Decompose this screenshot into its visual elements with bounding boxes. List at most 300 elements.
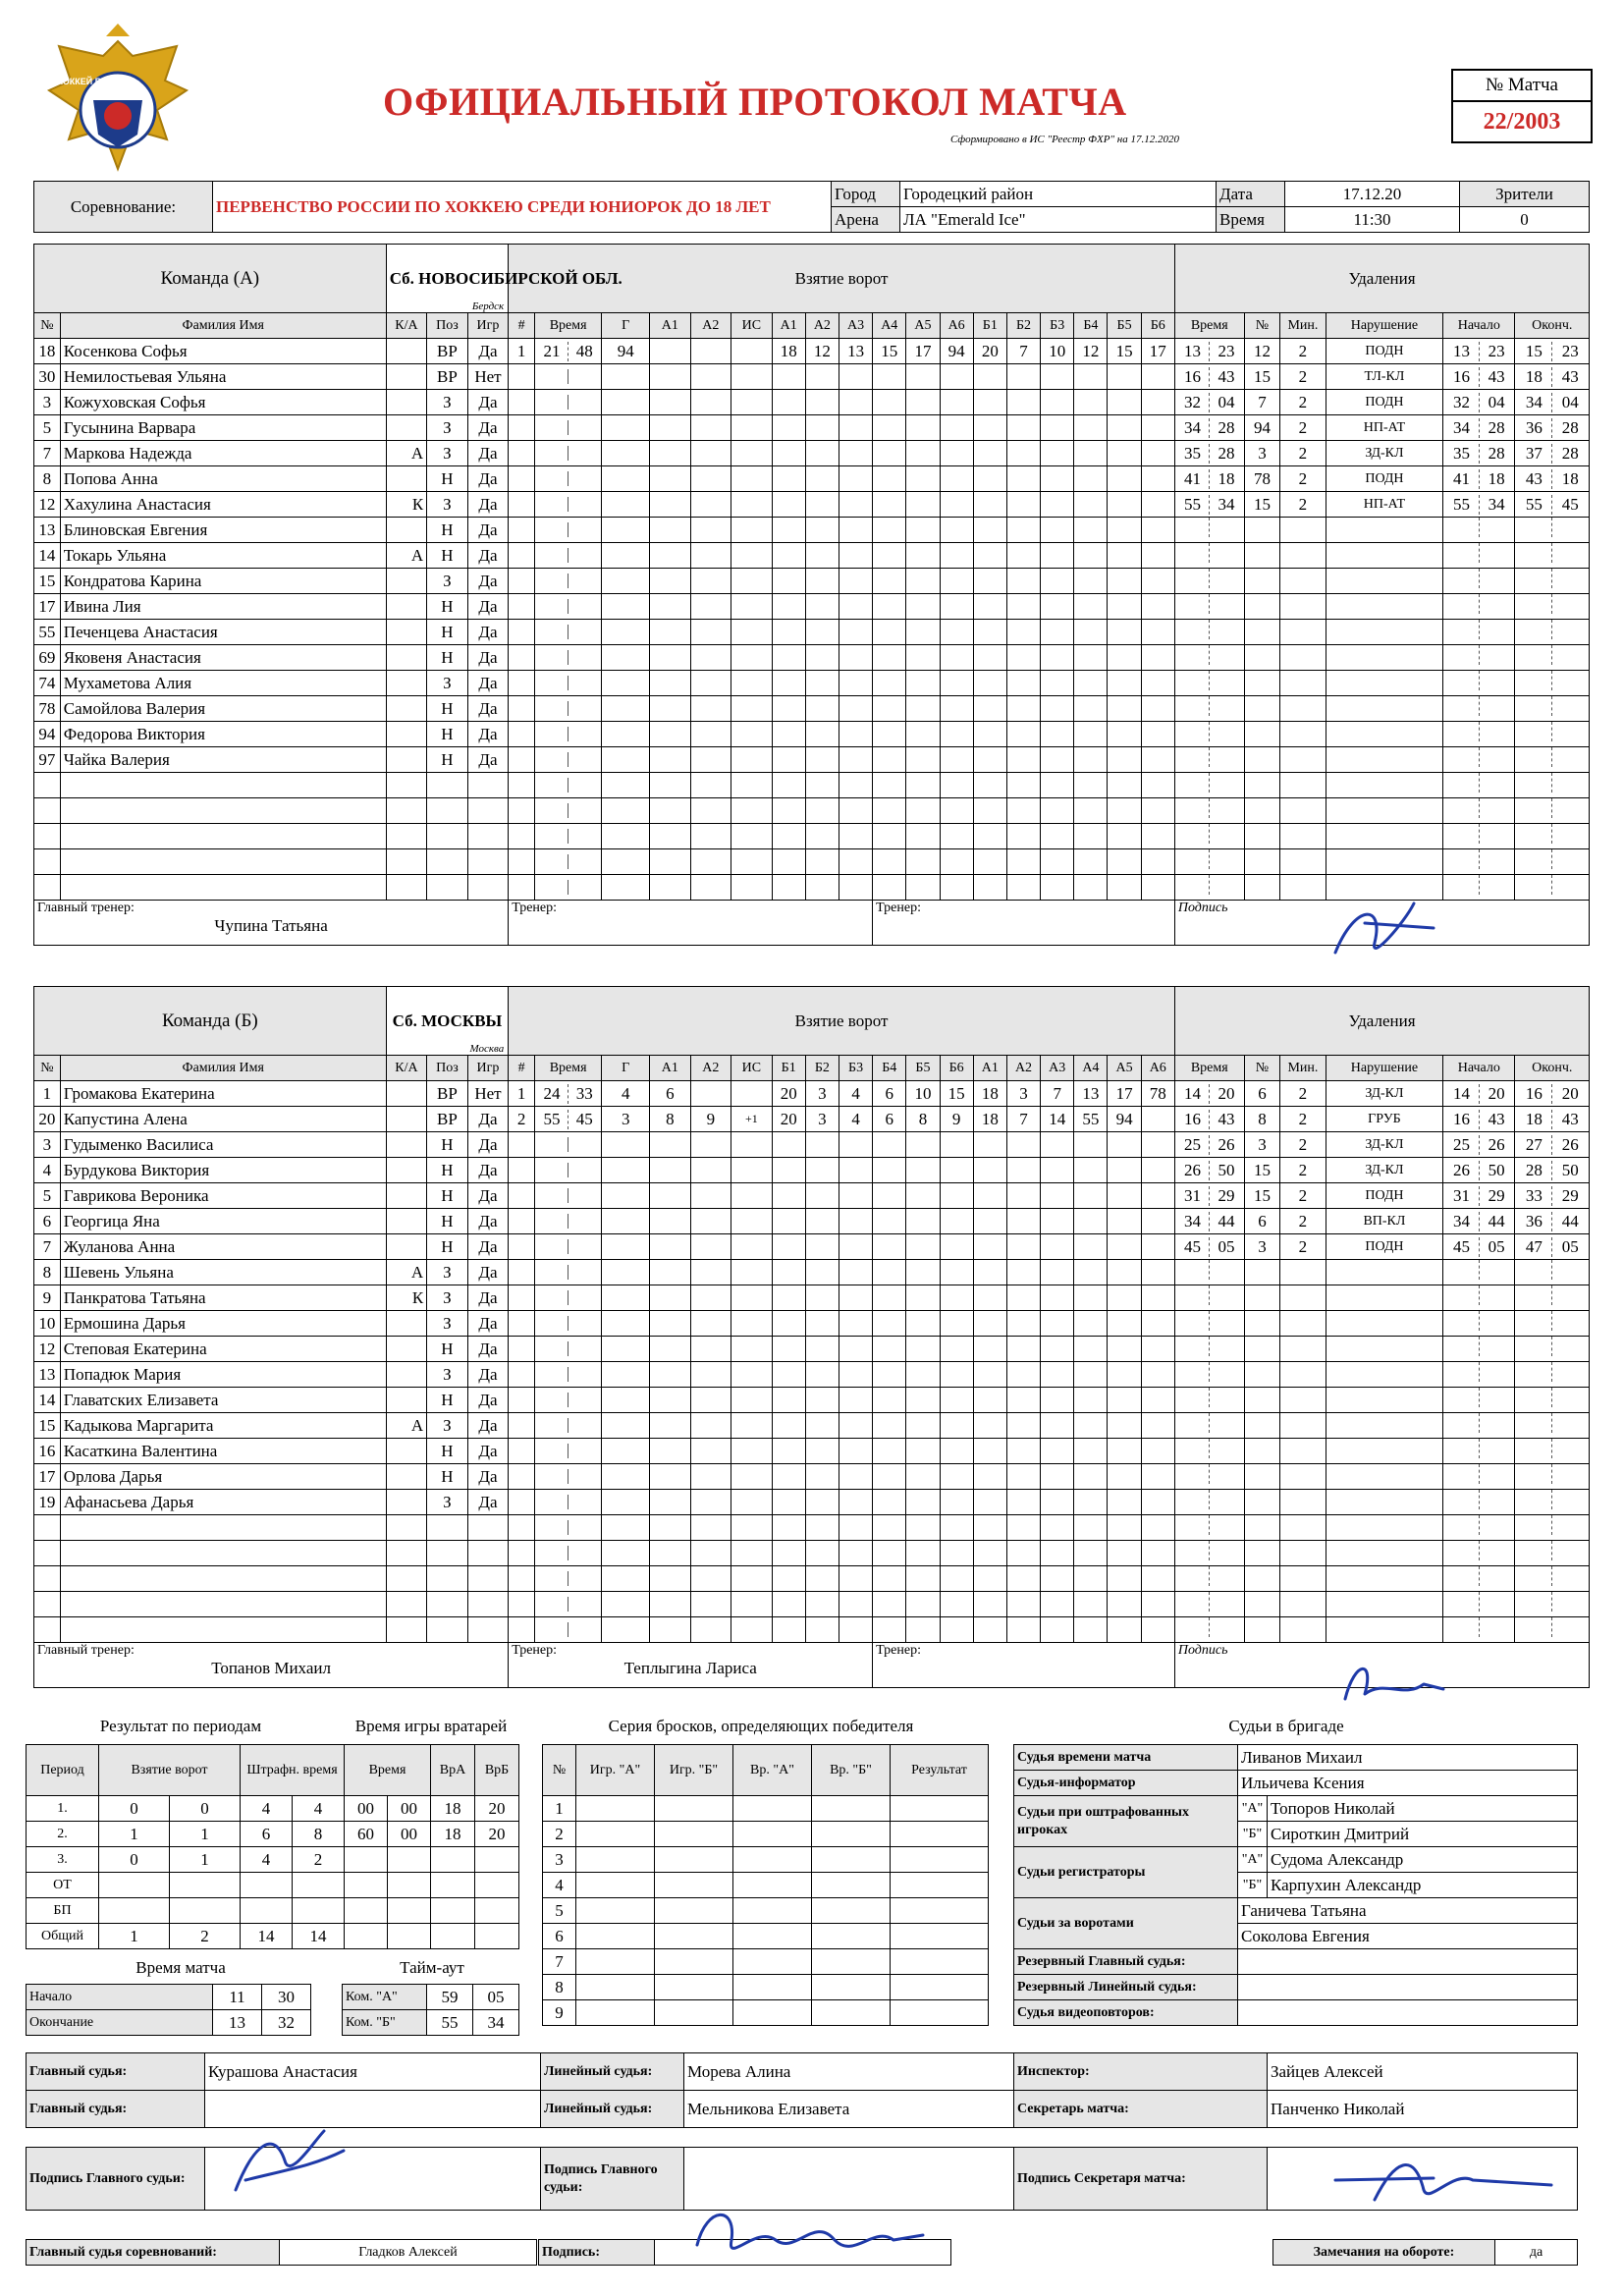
team-b-oncourt-player [839,1388,872,1413]
team-b-goal-situation [731,1592,773,1617]
team-a-player-number: 14 [34,543,61,569]
team-b-oncourt-player: 18 [973,1107,1006,1132]
goal-judge-2: Соколова Евгения [1238,1924,1578,1949]
team-a-pen-end-sec [1551,747,1588,767]
team-a-goal-scorer [602,415,650,441]
team-a-oncourt-player [1141,722,1174,747]
team-b-header-oncourt: Б1 [772,1056,805,1081]
team-a-pen-violation [1326,569,1443,594]
team-a-oncourt-player [805,620,839,645]
team-a-goal-assist2 [690,569,731,594]
team-a-goal-scorer [602,849,650,875]
team-a-pen-player [1244,722,1280,747]
team-b-oncourt-player [940,1260,973,1285]
period-name: 3. [27,1847,99,1873]
team-b-oncourt-player [940,1439,973,1464]
shootout-cell [576,1924,655,1949]
team-b-oncourt-player [1006,1566,1040,1592]
team-b-pen-end-sec [1551,1490,1588,1509]
team-b-pen-start-min: 34 [1452,1211,1470,1230]
team-b-oncourt-player [1006,1592,1040,1617]
team-a-pen-sec: 18 [1209,469,1243,489]
team-b-pen-sec: 43 [1209,1110,1243,1129]
shootout-number: 9 [543,2000,576,2026]
team-b-goal-situation [731,1260,773,1285]
team-a-oncourt-player [1108,798,1141,824]
team-a-player-name [60,849,386,875]
team-b-goal-scorer [602,1413,650,1439]
team-a-pen-end-min: 36 [1525,417,1543,437]
team-b-player-number: 7 [34,1234,61,1260]
team-b-oncourt-player [973,1209,1006,1234]
team-b-pen-start-sec [1479,1464,1514,1484]
team-a-goal-assist2 [690,645,731,671]
team-b-oncourt-player [1041,1209,1074,1234]
shootout-cell [576,1847,655,1873]
team-b-player-name: Попадюк Мария [60,1362,386,1388]
team-b-oncourt-player [1074,1183,1108,1209]
team-a-goal-situation [731,849,773,875]
team-b-pen-end-sec [1551,1413,1588,1433]
team-a-pen-end-sec: 43 [1551,367,1588,387]
team-b-goal-situation [731,1158,773,1183]
team-b-oncourt-player: 94 [1108,1107,1141,1132]
team-b-goal-time [535,1209,602,1234]
team-a-pen-start-sec [1479,722,1514,741]
team-b-oncourt-player [1006,1337,1040,1362]
team-b-oncourt-player [1141,1464,1174,1490]
team-b-pen-end [1515,1592,1590,1617]
team-a-oncourt-player [906,747,940,773]
team-b-pen-min: 25 [1183,1134,1201,1154]
team-b-pen-end [1515,1337,1590,1362]
timeout-b-label: Ком. "Б" [343,2010,427,2036]
team-b-goal-sec: 33 [568,1084,600,1104]
goalie-time-value: 18 [431,1796,475,1822]
team-b-oncourt-player [940,1388,973,1413]
team-b-player-position: З [427,1490,468,1515]
goalie-empty [388,1898,431,1924]
team-b-player-played: Да [467,1209,509,1234]
table-row [34,722,1590,747]
team-b-penalty-time [1174,1260,1244,1285]
team-b-oncourt-player [1006,1617,1040,1643]
team-b-pen-end [1515,1311,1590,1337]
table-row [34,543,1590,569]
team-b-head-coach-cell [34,1643,509,1688]
period-value: 0 [99,1847,170,1873]
team-a-oncourt-player [873,722,906,747]
team-b-oncourt-player [1006,1413,1040,1439]
team-a-goal-scorer [602,543,650,569]
team-b-goal-number [509,1337,535,1362]
team-a-head-coach-name: Чупина Татьяна [214,916,328,935]
team-b-goal-situation [731,1617,773,1643]
team-b-goal-assist1 [650,1388,691,1413]
team-b-pen-violation: ЗД-КЛ [1326,1158,1443,1183]
team-a-oncourt-player [873,466,906,492]
team-b-oncourt-player [805,1285,839,1311]
team-b-player-position [427,1566,468,1592]
team-a-pen-player: 3 [1244,441,1280,466]
period-value: 4 [293,1796,345,1822]
team-b-oncourt-player [1108,1158,1141,1183]
team-b-goal-assist2 [690,1311,731,1337]
team-a-player-played: Да [467,747,509,773]
team-b-player-position: Н [427,1464,468,1490]
team-b-goal-assist1 [650,1132,691,1158]
team-a-goal-scorer [602,645,650,671]
team-a-label: Команда (А) [34,245,387,313]
team-a-oncourt-player [1041,518,1074,543]
team-b-goal-situation [731,1081,773,1107]
team-b-oncourt-player [805,1209,839,1234]
team-b-oncourt-player [1108,1209,1141,1234]
team-b-oncourt-player [805,1541,839,1566]
team-a-goal-number [509,671,535,696]
team-b-goal-situation [731,1388,773,1413]
team-a-player-role [386,849,427,875]
team-b-pen-end [1515,1132,1590,1158]
team-a-team-name: Сб. НОВОСИБИРСКОЙ ОБЛ. [389,268,623,288]
team-a-oncourt-player: 15 [1108,339,1141,364]
team-a-oncourt-player [1141,875,1174,901]
team-b-oncourt-player: 18 [973,1081,1006,1107]
team-b-pen-start-min: 14 [1452,1083,1470,1103]
team-a-player-position: Н [427,466,468,492]
team-a-goal-situation [731,543,773,569]
shootout-cell [891,1796,989,1822]
team-a-oncourt-player [805,441,839,466]
table-row [34,645,1590,671]
team-a-player-name: Печенцева Анастасия [60,620,386,645]
inspector-name: Зайцев Алексей [1268,2053,1578,2091]
team-b-pen-minutes [1280,1515,1326,1541]
team-a-oncourt-player [1006,466,1040,492]
team-b-pen-start-sec [1479,1566,1514,1586]
team-b-oncourt-player [1141,1592,1174,1617]
team-b-player-position: Н [427,1132,468,1158]
team-b-player-played [467,1515,509,1541]
team-b-header-oncourt: А2 [1006,1056,1040,1081]
team-a-oncourt-player [1141,466,1174,492]
team-b-oncourt-player [772,1285,805,1311]
team-b-oncourt-player [873,1566,906,1592]
team-a-oncourt-player [1074,415,1108,441]
team-b-goal-scorer [602,1311,650,1337]
shootout-number: 8 [543,1975,576,2000]
team-b-goal-scorer [602,1388,650,1413]
team-b-player-played: Да [467,1388,509,1413]
team-b-oncourt-player [906,1388,940,1413]
team-a-goal-number [509,390,535,415]
team-a-pen-player [1244,798,1280,824]
team-a-player-role [386,594,427,620]
team-a-pen-start [1443,543,1515,569]
team-a-goal-time [535,415,602,441]
period-value: 1 [99,1924,170,1949]
team-a-oncourt-player [1006,696,1040,722]
team-a-oncourt-player [873,441,906,466]
team-a-oncourt-player [1041,492,1074,518]
match-end-min: 32 [262,2010,311,2036]
team-a-penalty-time [1174,722,1244,747]
team-a-oncourt-player [1141,441,1174,466]
team-b-oncourt-player [805,1311,839,1337]
team-b-oncourt-player [1006,1132,1040,1158]
team-a-goal-time [535,722,602,747]
team-a-goal-assist2 [690,364,731,390]
team-a-oncourt-player [805,773,839,798]
time-value: 11:30 [1285,207,1460,233]
team-a-oncourt-player [772,543,805,569]
shootout-number: 3 [543,1847,576,1873]
team-b-goal-assist2 [690,1617,731,1643]
team-b-pen-start-min: 31 [1452,1185,1470,1205]
team-b-player-played: Нет [467,1081,509,1107]
match-end-label: Окончание [27,2010,213,2036]
team-b-oncourt-player [1108,1439,1141,1464]
team-b-goal-time [535,1592,602,1617]
team-a-pen-min: 13 [1183,341,1201,360]
team-a-pen-violation: ПОДН [1326,390,1443,415]
team-a-oncourt-player [805,696,839,722]
team-a-goal-situation [731,773,773,798]
team-b-oncourt-player [1006,1464,1040,1490]
team-b-player-role: К [386,1285,427,1311]
team-b-oncourt-player [906,1617,940,1643]
team-b-pen-sec [1209,1311,1243,1331]
team-b-goal-time [535,1107,602,1132]
team-a-player-played: Да [467,543,509,569]
team-a-pen-end-sec [1551,671,1588,690]
goalie-time-value: 00 [388,1822,431,1847]
team-b-player-role [386,1388,427,1413]
team-a-pen-player [1244,747,1280,773]
team-b-player-played: Да [467,1183,509,1209]
team-a-oncourt-player [1006,441,1040,466]
team-a-pen-start [1443,645,1515,671]
team-b-header-name: Фамилия Имя [60,1056,386,1081]
team-a-oncourt-player [1041,849,1074,875]
team-b-pen-player [1244,1260,1280,1285]
team-a-goal-assist2 [690,875,731,901]
team-a-player-name: Гусынина Варвара [60,415,386,441]
team-a-pen-start-sec [1479,773,1514,793]
team-b-goal-scorer: 3 [602,1107,650,1132]
team-a-oncourt-player [940,773,973,798]
team-b-goal-scorer [602,1439,650,1464]
team-b-goal-assist1 [650,1515,691,1541]
table-row [34,1515,1590,1541]
team-b-goal-assist2 [690,1158,731,1183]
team-b-pen-end-sec [1551,1337,1588,1356]
team-a-goal-assist1 [650,620,691,645]
team-b-oncourt-player [973,1260,1006,1285]
team-b-player-role [386,1107,427,1132]
team-b-oncourt-player [1074,1234,1108,1260]
team-a-pen-start-min: 16 [1452,366,1470,386]
period-value: 2 [170,1924,241,1949]
team-a-oncourt-player [873,620,906,645]
team-b-header-pen-min: Мин. [1280,1056,1326,1081]
team-a-pen-start-sec [1479,875,1514,895]
officials-table [26,2052,1020,2128]
team-a-player-role [386,671,427,696]
team-b-pen-player: 8 [1244,1107,1280,1132]
team-a-player-number: 15 [34,569,61,594]
period-value: 4 [241,1796,293,1822]
team-a-oncourt-player [940,492,973,518]
team-b-oncourt-player [772,1260,805,1285]
team-a-player-played [467,875,509,901]
goalie-empty [345,1924,388,1949]
goalie-empty [431,1873,475,1898]
team-b-pen-player: 15 [1244,1183,1280,1209]
shootout-cell [733,2000,812,2026]
team-a-pen-end-sec: 28 [1551,418,1588,438]
team-b-penalty-time [1174,1515,1244,1541]
team-b-goal-assist1 [650,1337,691,1362]
team-a-oncourt-player [1074,696,1108,722]
team-a-pen-end-sec: 23 [1551,342,1588,361]
team-b-oncourt-player [940,1183,973,1209]
team-b-player-played: Да [467,1362,509,1388]
team-a-header-pen-end: Оконч. [1515,313,1590,339]
informer-label: Судья-информатор [1014,1771,1238,1796]
team-b-goal-situation [731,1541,773,1566]
shootout-header: Вр. "А" [733,1745,812,1796]
secretary-label: Секретарь матча: [1014,2091,1268,2128]
team-a-player-role [386,466,427,492]
team-a-pen-start-sec [1479,747,1514,767]
team-b-oncourt-player [973,1413,1006,1439]
team-a-goal-situation [731,875,773,901]
team-a-oncourt-player: 17 [1141,339,1174,364]
team-a-pen-end-min: 55 [1525,494,1543,514]
team-a-penalty-time [1174,620,1244,645]
table-row [543,1975,989,2000]
team-b-goal-assist1 [650,1592,691,1617]
scorer-a-tag: "А" [1238,1847,1268,1873]
team-b-pen-minutes [1280,1490,1326,1515]
team-a-goal-situation [731,798,773,824]
team-a-player-played: Да [467,569,509,594]
team-b-pen-sec [1209,1260,1243,1280]
team-b-player-number [34,1515,61,1541]
team-a-pen-start-min: 13 [1452,341,1470,360]
city-label: Город [832,182,900,207]
main-judge-sign-label-2: Подпись Главного судьи: [541,2148,684,2211]
team-b-oncourt-player [839,1592,872,1617]
team-a-player-number: 8 [34,466,61,492]
shootout-cell [891,1898,989,1924]
team-a-goal-situation [731,594,773,620]
team-a-goal-situation [731,518,773,543]
team-b-player-played: Да [467,1337,509,1362]
team-a-oncourt-player [973,875,1006,901]
team-a-pen-end [1515,441,1590,466]
team-b-pen-sec: 44 [1209,1212,1243,1231]
team-a-pen-end-sec: 18 [1551,469,1588,489]
team-a-oncourt-player [1141,798,1174,824]
team-a-goal-time [535,466,602,492]
team-a-penalty-time [1174,364,1244,390]
team-b-goal-number [509,1132,535,1158]
team-b-pen-player [1244,1285,1280,1311]
team-b-oncourt-player [772,1388,805,1413]
team-b-oncourt-player [1006,1541,1040,1566]
team-b-oncourt-player [1041,1490,1074,1515]
team-a-pen-violation: ЗД-КЛ [1326,441,1443,466]
team-a-pen-minutes [1280,849,1326,875]
team-a-goal-assist1 [650,492,691,518]
team-a-pen-min: 32 [1183,392,1201,411]
team-b-player-played: Да [467,1285,509,1311]
team-b-goal-assist1 [650,1464,691,1490]
secretary-sign-label: Подпись Секретаря матча: [1014,2148,1268,2211]
eagle-emblem-icon [39,22,196,189]
team-b-pen-violation [1326,1541,1443,1566]
goalie-header-a: ВрА [431,1745,475,1796]
team-b-player-played: Да [467,1464,509,1490]
team-a-player-number [34,824,61,849]
team-b-player-name [60,1592,386,1617]
team-b-oncourt-player [839,1464,872,1490]
team-a-oncourt-player: 94 [940,339,973,364]
team-a-player-name: Мухаметова Алия [60,671,386,696]
team-a-goal-time [535,569,602,594]
team-b-header-goal-scorer: Г [602,1056,650,1081]
team-b-pen-end [1515,1285,1590,1311]
team-a-oncourt-player [839,849,872,875]
line-judge-1: Морева Алина [684,2053,1020,2091]
team-a-oncourt-player [1006,747,1040,773]
team-a-oncourt-player [906,849,940,875]
table-row [543,1873,989,1898]
team-b-pen-minutes [1280,1464,1326,1490]
team-a-oncourt-player [940,594,973,620]
team-b-goal-time [535,1183,602,1209]
team-a-goal-assist1 [650,390,691,415]
chief-sign-label: Подпись: [539,2240,655,2266]
team-b-player-role [386,1464,427,1490]
team-b-player-role [386,1183,427,1209]
team-b-player-position: Н [427,1388,468,1413]
team-a-header-goal-scorer: Г [602,313,650,339]
team-a-oncourt-player [873,364,906,390]
team-a-pen-minutes: 2 [1280,364,1326,390]
team-a-player-number: 12 [34,492,61,518]
table-row [345,1822,519,1847]
team-b-oncourt-player [973,1617,1006,1643]
team-b-oncourt-player [839,1541,872,1566]
team-a-pen-start [1443,696,1515,722]
match-end-hour: 13 [213,2010,262,2036]
team-b-coach2-cell [873,1643,1175,1688]
team-a-penalty-time [1174,518,1244,543]
team-b-penalty-time [1174,1413,1244,1439]
team-a-oncourt-player [772,696,805,722]
team-a-pen-start [1443,415,1515,441]
team-b-pen-violation [1326,1362,1443,1388]
team-b-player-played: Да [467,1260,509,1285]
team-a-player-number: 94 [34,722,61,747]
team-a-oncourt-player [940,620,973,645]
team-b-oncourt-player [1074,1285,1108,1311]
team-b-oncourt-player [1006,1183,1040,1209]
team-b-goal-assist2 [690,1413,731,1439]
